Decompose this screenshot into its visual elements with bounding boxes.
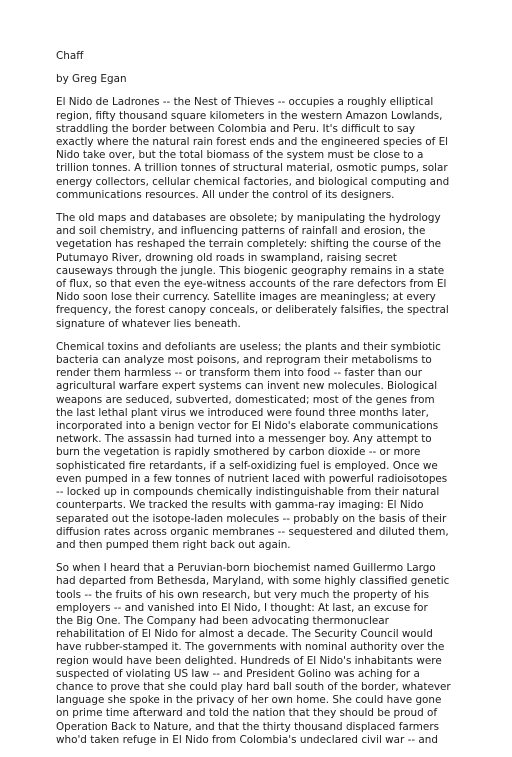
text-line: of flux, so that even the eye-witness accounts of the rare defectors from El	[56, 278, 447, 291]
body-paragraph	[56, 341, 472, 552]
text-line: communications resources. All under the control of its designers.	[56, 188, 395, 201]
text-line: and soil chemistry, and influencing patterns of rainfall and erosion, the	[56, 225, 426, 238]
document-byline: by Greg Egan	[56, 73, 127, 86]
body-paragraph	[56, 96, 472, 202]
text-line: chance to prove that she could play hard ball south of the border, whatever	[56, 680, 451, 693]
text-line: who'd taken refuge in El Nido from Colombia's undeclared civil war -- and	[56, 733, 438, 746]
text-line: burn the vegetation is rapidly smothered by carbon dioxide -- or more	[56, 446, 421, 459]
text-line: causeways through the jungle. This biogenic geography remains in a state	[56, 264, 445, 277]
text-line: sophisticated fire retardants, if a self-oxidizing fuel is employed. Once we	[56, 459, 438, 472]
text-line: the Big One. The Company had been advocating thermonuclear	[56, 614, 389, 627]
text-line: frequency, the forest canopy conceals, or deliberately falsifies, the spectral	[56, 304, 449, 317]
text-line: region, fifty thousand square kilometers in the western Amazon Lowlands,	[56, 109, 443, 122]
text-line: render them harmless -- or transform them into food -- faster than our	[56, 367, 422, 380]
text-line: Operation Back to Nature, and that the thirty thousand displaced farmers	[56, 720, 440, 733]
body-paragraph	[56, 562, 472, 747]
text-line: So when I heard that a Peruvian-born biochemist named Guillermo Largo	[56, 562, 436, 575]
text-line: the last lethal plant virus we introduced were found three months later,	[56, 406, 429, 419]
text-line: bacteria can analyze most poisons, and reprogram their metabolisms to	[56, 354, 432, 367]
text-line: had departed from Bethesda, Maryland, with some highly classified genetic	[56, 575, 450, 588]
text-line: incorporated into a benign vector for El Nido's elaborate communications	[56, 420, 439, 433]
text-line: El Nido de Ladrones -- the Nest of Thieves -- occupies a roughly elliptical	[56, 96, 434, 109]
text-line: rehabilitation of El Nido for almost a decade. The Security Council would	[56, 628, 433, 641]
text-line: network. The assassin had turned into a messenger boy. Any attempt to	[56, 433, 432, 446]
text-line: even pumped in a few tonnes of nutrient laced with powerful radioisotopes	[56, 472, 448, 485]
text-line: counterparts. We tracked the results with gamma-ray imaging: El Nido	[56, 499, 424, 512]
text-line: Nido soon lose their currency. Satellite images are meaningless; at every	[56, 291, 436, 304]
text-line: region would have been delighted. Hundreds of El Nido's inhabitants were	[56, 654, 442, 667]
text-line: agricultural warfare expert systems can invent new molecules. Biological	[56, 380, 438, 393]
text-line: straddling the border between Colombia and Peru. It's difficult to say	[56, 122, 415, 135]
body-paragraph	[56, 212, 472, 331]
text-line: exactly where the natural rain forest ends and the engineered species of El	[56, 136, 449, 149]
text-line: Nido take over, but the total biomass of the system must be close to a	[56, 149, 424, 162]
text-line: trillion tonnes. A trillion tonnes of structural material, osmotic pumps, solar	[56, 162, 448, 175]
text-line: and then pumped them right back out again.	[56, 538, 291, 551]
text-line: vegetation has reshaped the terrain completely: shifting the course of the	[56, 238, 442, 251]
text-line: have rubber-stamped it. The governments with nominal authority over the	[56, 641, 445, 654]
text-line: tools -- the fruits of his own research, but very much the property of his	[56, 588, 430, 601]
text-line: Putumayo River, drowning old roads in swampland, raising secret	[56, 251, 397, 264]
text-line: weapons are seduced, subverted, domesticated; most of the genes from	[56, 393, 435, 406]
text-line: The old maps and databases are obsolete; by manipulating the hydrology	[56, 212, 441, 225]
text-line: on prime time afterward and told the nation that they should be proud of	[56, 707, 438, 720]
text-line: Chemical toxins and defoliants are useless; the plants and their symbiotic	[56, 340, 441, 353]
text-line: diffusion rates across organic membranes -- sequestered and diluted them,	[56, 525, 449, 538]
text-line: employers -- and vanished into El Nido, I thought: At last, an excuse for	[56, 601, 428, 614]
text-line: -- locked up in compounds chemically indistinguishable from their natural	[56, 486, 440, 499]
text-line: suspected of violating US law -- and President Golino was aching for a	[56, 667, 420, 680]
document-body	[56, 96, 472, 747]
text-line: separated out the isotope-laden molecules -- probably on the basis of their	[56, 512, 447, 525]
text-line: energy collectors, cellular chemical factories, and biological computing and	[56, 175, 450, 188]
document-page	[56, 50, 472, 757]
text-line: signature of whatever lies beneath.	[56, 317, 241, 330]
text-line: language she spoke in the privacy of her own home. She could have gone	[56, 694, 442, 707]
document-title: Chaff	[56, 50, 84, 62]
